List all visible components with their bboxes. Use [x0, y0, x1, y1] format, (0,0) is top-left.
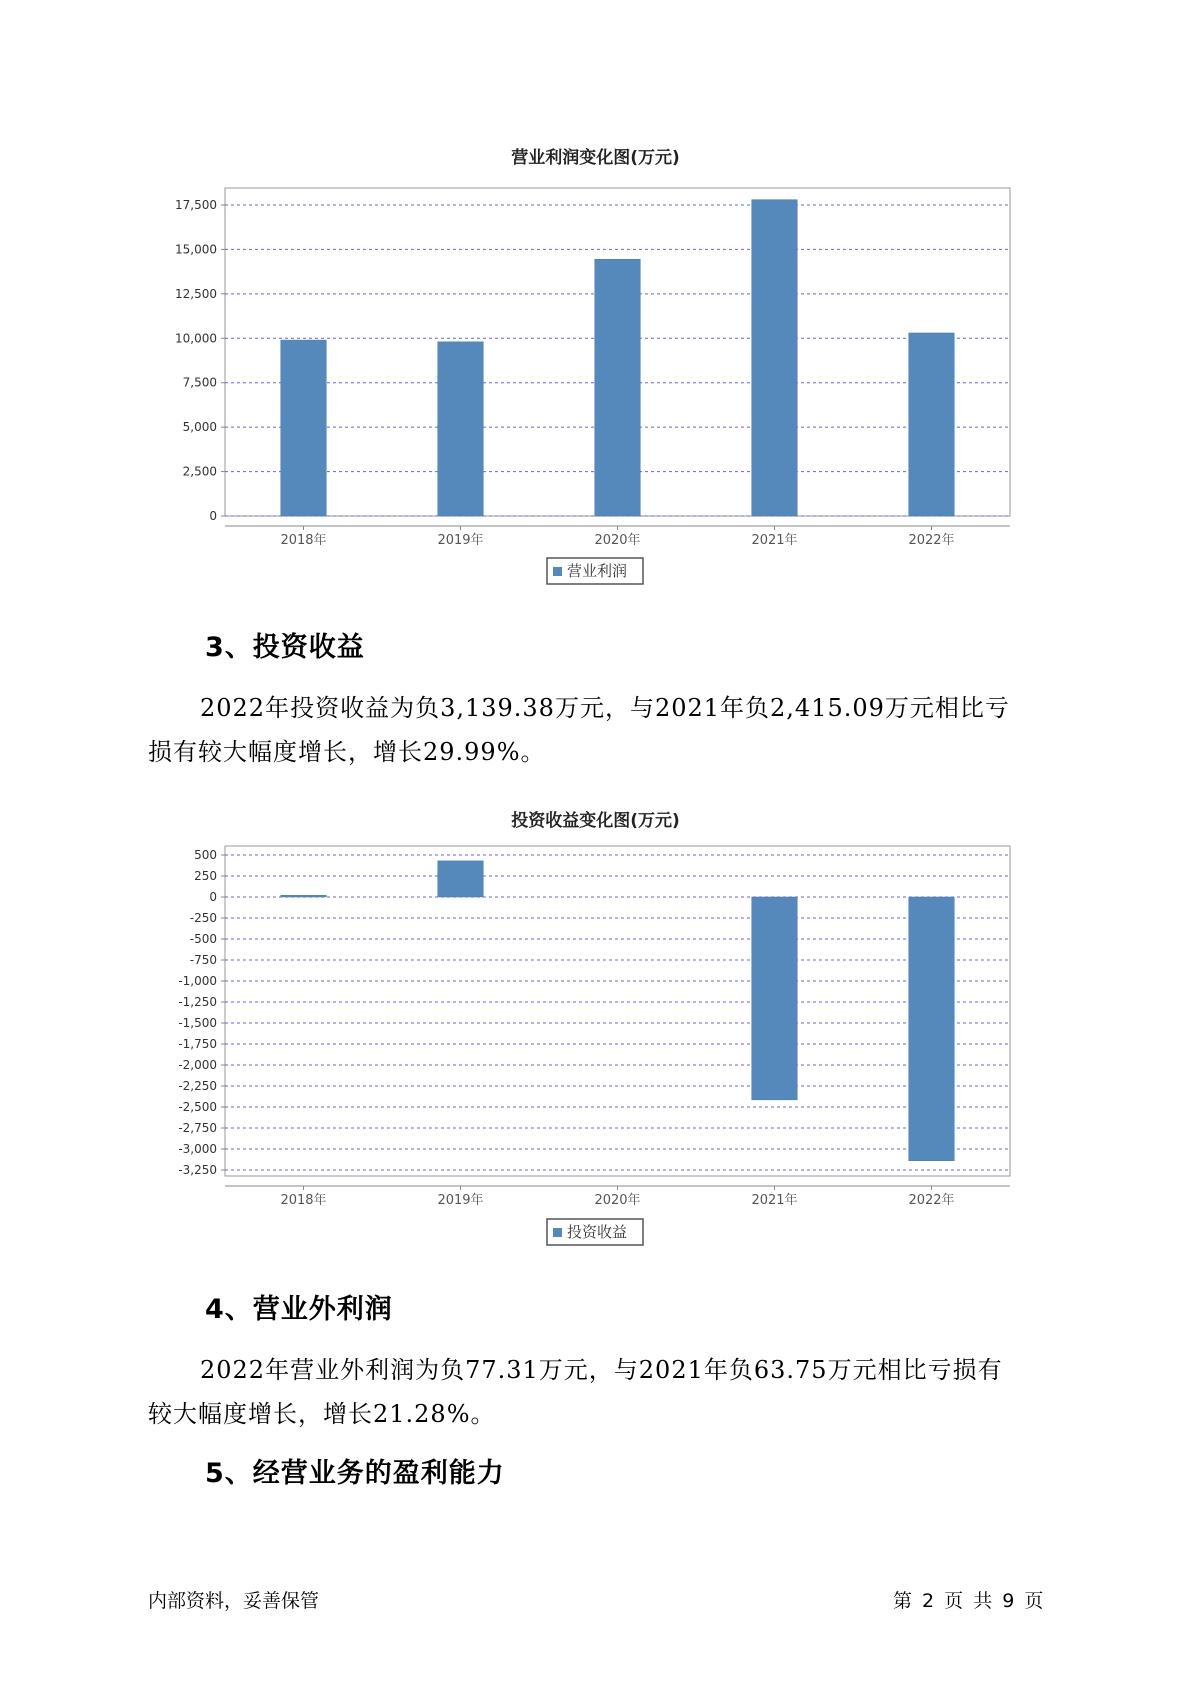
x-tick-label: 2020年 — [594, 533, 641, 548]
bar — [909, 333, 955, 516]
operating-profit-chart — [0, 170, 1191, 590]
bar — [752, 897, 798, 1100]
x-tick-label: 2019年 — [437, 1193, 484, 1208]
y-tick-label: -2,750 — [178, 1121, 217, 1135]
bar — [438, 342, 484, 516]
non-operating-line1: 2022年营业外利润为负77.31万元，与2021年负63.75万元相比亏损有 — [200, 1356, 1003, 1384]
y-tick-label: -1,000 — [178, 974, 217, 988]
x-tick-label: 2018年 — [280, 533, 327, 548]
legend-label: 投资收益 — [567, 1223, 628, 1241]
bar — [438, 861, 484, 897]
bar — [281, 895, 327, 897]
y-tick-label: 0 — [209, 890, 217, 904]
y-tick-label: 2,500 — [182, 464, 217, 479]
legend-swatch — [553, 567, 562, 576]
chart2-title: 投资收益变化图(万元) — [511, 811, 680, 831]
x-tick-label: 2022年 — [908, 533, 955, 548]
y-tick-label: -500 — [189, 932, 217, 946]
investment-line1: 2022年投资收益为负3,139.38万元，与2021年负2,415.09万元相比亏 — [200, 694, 1010, 722]
y-tick-label: -2,500 — [178, 1100, 217, 1114]
non-operating-paragraph — [148, 1348, 1048, 1436]
y-tick-label: 250 — [194, 869, 217, 883]
y-tick-label: 7,500 — [182, 375, 217, 390]
y-tick-label: 10,000 — [175, 331, 217, 346]
bar — [909, 897, 955, 1161]
y-tick-label: -3,000 — [178, 1142, 217, 1156]
y-tick-label: -1,250 — [178, 995, 217, 1009]
y-tick-label: 0 — [209, 509, 217, 523]
y-tick-label: -250 — [189, 911, 217, 925]
x-tick-label: 2018年 — [280, 1193, 327, 1208]
footer-confidential-note: 内部资料，妥善保管 — [148, 1590, 320, 1612]
y-tick-label: -1,500 — [178, 1016, 217, 1030]
legend-swatch — [553, 1228, 562, 1237]
bar — [752, 200, 798, 516]
y-tick-label: -1,750 — [178, 1037, 217, 1051]
non-operating-line2: 较大幅度增长，增长21.28%。 — [148, 1400, 496, 1428]
section-heading-investment: 3、投资收益 — [205, 632, 365, 663]
y-tick-label: 500 — [194, 848, 217, 862]
y-tick-label: -3,250 — [178, 1163, 217, 1177]
investment-paragraph — [148, 686, 1048, 774]
x-tick-label: 2021年 — [751, 533, 798, 548]
y-tick-label: 12,500 — [175, 286, 217, 301]
y-tick-label: -2,000 — [178, 1058, 217, 1072]
plot-area — [225, 846, 1010, 1176]
section-heading-non-operating: 4、营业外利润 — [205, 1294, 393, 1325]
x-tick-label: 2020年 — [594, 1193, 641, 1208]
x-tick-label: 2022年 — [908, 1193, 955, 1208]
y-tick-label: 5,000 — [182, 420, 217, 435]
bar — [595, 259, 641, 516]
y-tick-label: 15,000 — [175, 242, 217, 257]
y-tick-label: 17,500 — [175, 198, 217, 212]
investment-line2: 损有较大幅度增长，增长29.99%。 — [148, 738, 546, 766]
chart1-title: 营业利润变化图(万元) — [511, 148, 680, 168]
x-tick-label: 2021年 — [751, 1193, 798, 1208]
y-tick-label: -2,250 — [178, 1079, 217, 1093]
x-tick-label: 2019年 — [437, 533, 484, 548]
footer-page-number: 第 2 页 共 9 页 — [893, 1590, 1046, 1612]
y-tick-label: -750 — [189, 953, 217, 967]
investment-income-chart — [0, 834, 1191, 1254]
section-heading-profitability: 5、经营业务的盈利能力 — [205, 1458, 505, 1489]
bar — [281, 340, 327, 516]
legend-label: 营业利润 — [567, 562, 628, 580]
